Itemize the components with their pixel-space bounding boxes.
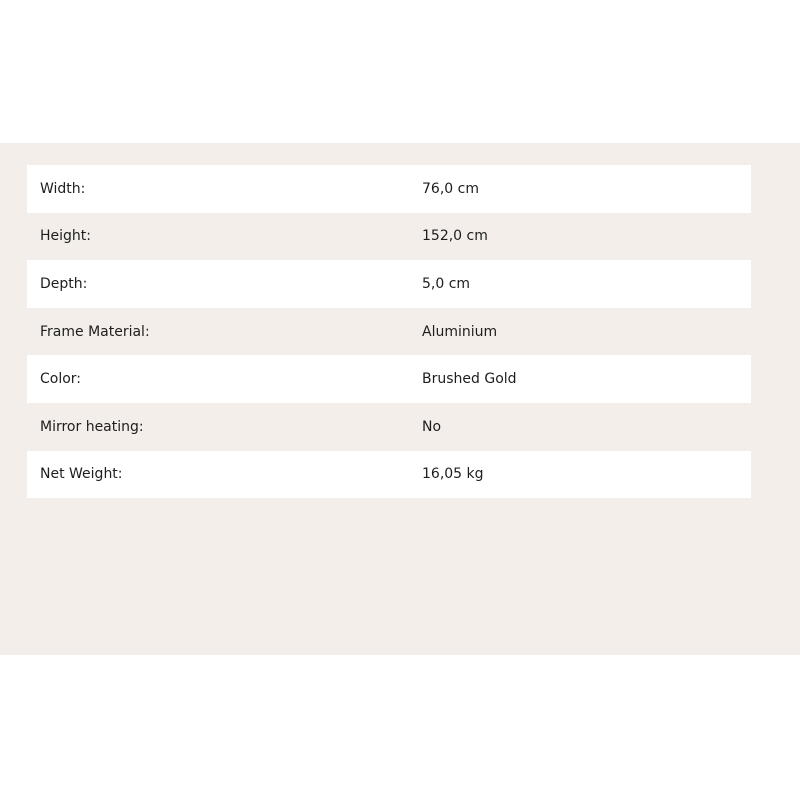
spec-label: Frame Material:: [40, 323, 150, 340]
spec-label: Color:: [40, 371, 82, 388]
spec-value: 5,0 cm: [422, 275, 471, 292]
spec-row-frame-material: [27, 308, 751, 356]
spec-row-width: [27, 165, 751, 213]
spec-label: Net Weight:: [40, 466, 123, 483]
spec-row-depth: [27, 260, 751, 308]
spec-row-height: [27, 213, 751, 261]
spec-row-mirror-heating: [27, 403, 751, 451]
spec-value: Brushed Gold: [422, 371, 517, 388]
spec-row-net-weight: [27, 451, 751, 499]
spec-value: Aluminium: [422, 323, 498, 340]
spec-label: Height:: [40, 228, 91, 245]
spec-value: 76,0 cm: [422, 180, 479, 197]
spec-label: Mirror heating:: [40, 418, 144, 435]
spec-label: Depth:: [40, 275, 88, 292]
spec-value: 152,0 cm: [422, 228, 488, 245]
specifications-table: [27, 165, 751, 498]
spec-label: Width:: [40, 180, 86, 197]
spec-value: No: [422, 418, 442, 435]
spec-value: 16,05 kg: [422, 466, 484, 483]
spec-row-color: [27, 355, 751, 403]
specifications-panel: [0, 143, 800, 655]
